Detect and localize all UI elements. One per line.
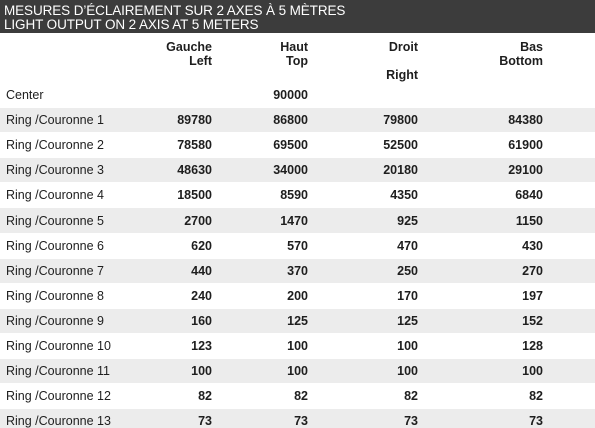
value-top: 100 [212,333,308,358]
title-english: LIGHT OUTPUT ON 2 AXIS AT 5 METERS [4,16,259,32]
header-label-cell [0,33,160,83]
table-body [0,33,595,428]
header-bottom [418,33,543,83]
row-label: Ring /Couronne 5 [0,208,160,233]
row-spacer [543,283,595,308]
header-right-fr: Droit [388,40,418,54]
value-top: 34000 [212,158,308,183]
value-bottom: 1150 [418,208,543,233]
value-right: 82 [308,384,418,409]
row-label: Ring /Couronne 10 [0,333,160,358]
header-top [212,33,308,83]
row-label: Ring /Couronne 9 [0,308,160,333]
value-left: 82 [160,384,212,409]
row-spacer [543,208,595,233]
value-left: 160 [160,308,212,333]
value-bottom: 152 [418,308,543,333]
header-left [160,33,212,83]
table-row [0,333,595,358]
value-right: 170 [308,283,418,308]
row-label: Ring /Couronne 7 [0,258,160,283]
row-label: Ring /Couronne 3 [0,158,160,183]
value-left: 18500 [160,183,212,208]
value-bottom: 6840 [418,183,543,208]
value-bottom: 82 [418,384,543,409]
value-right: 125 [308,308,418,333]
table-row [0,409,595,428]
table-row [0,183,595,208]
table-row [0,133,595,158]
value-right: 20180 [308,158,418,183]
header-right-en: Right [386,67,418,82]
row-label: Ring /Couronne 1 [0,108,160,133]
table-header-row [0,33,595,83]
row-spacer [543,108,595,133]
row-spacer [543,183,595,208]
header-right [308,33,418,83]
header-top-en: Top [286,53,308,68]
table-row [0,158,595,183]
value-right [308,83,418,108]
value-top: 125 [212,308,308,333]
row-spacer [543,258,595,283]
value-bottom: 270 [418,258,543,283]
table-row [0,359,595,384]
value-bottom: 430 [418,233,543,258]
value-bottom: 197 [418,283,543,308]
row-label: Ring /Couronne 8 [0,283,160,308]
table-row [0,208,595,233]
value-right: 73 [308,409,418,428]
row-spacer [543,158,595,183]
header-bottom-en: Bottom [499,53,543,68]
value-top: 200 [212,283,308,308]
value-bottom [418,83,543,108]
value-left: 73 [160,409,212,428]
value-left: 89780 [160,108,212,133]
header-left-en: Left [189,53,212,68]
value-left: 620 [160,233,212,258]
table-row [0,233,595,258]
value-left: 78580 [160,133,212,158]
row-spacer [543,83,595,108]
row-spacer [543,333,595,358]
title-french: MESURES D’ÉCLAIREMENT SUR 2 AXES À 5 MÈTRES [4,3,346,18]
value-top: 1470 [212,208,308,233]
value-right: 470 [308,233,418,258]
value-right: 4350 [308,183,418,208]
table-row [0,308,595,333]
table-row [0,108,595,133]
row-spacer [543,133,595,158]
row-label: Ring /Couronne 13 [0,409,160,428]
value-left: 48630 [160,158,212,183]
value-left: 240 [160,283,212,308]
value-left [160,83,212,108]
value-bottom: 128 [418,333,543,358]
value-top: 69500 [212,133,308,158]
table-row [0,83,595,108]
header-bottom-fr: Bas [520,40,543,54]
header-spacer [543,33,595,83]
light-output-table [0,33,595,428]
value-right: 79800 [308,108,418,133]
value-left: 100 [160,359,212,384]
value-top: 82 [212,384,308,409]
table-row [0,258,595,283]
value-top: 8590 [212,183,308,208]
title-banner [0,0,595,33]
header-top-fr: Haut [280,40,308,54]
value-top: 100 [212,359,308,384]
row-spacer [543,233,595,258]
row-spacer [543,359,595,384]
row-spacer [543,384,595,409]
value-bottom: 29100 [418,158,543,183]
row-label: Ring /Couronne 6 [0,233,160,258]
value-left: 440 [160,258,212,283]
value-top: 570 [212,233,308,258]
value-bottom: 84380 [418,108,543,133]
row-label: Center [0,83,160,108]
row-label: Ring /Couronne 4 [0,183,160,208]
value-top: 86800 [212,108,308,133]
header-left-fr: Gauche [166,40,212,54]
value-right: 100 [308,333,418,358]
row-label: Ring /Couronne 12 [0,384,160,409]
row-label: Ring /Couronne 11 [0,359,160,384]
value-left: 2700 [160,208,212,233]
row-spacer [543,409,595,428]
row-label: Ring /Couronne 2 [0,133,160,158]
value-right: 100 [308,359,418,384]
value-top: 73 [212,409,308,428]
table-row [0,384,595,409]
value-top: 370 [212,258,308,283]
value-bottom: 100 [418,359,543,384]
value-right: 250 [308,258,418,283]
value-bottom: 73 [418,409,543,428]
value-right: 52500 [308,133,418,158]
value-bottom: 61900 [418,133,543,158]
value-right: 925 [308,208,418,233]
table-row [0,283,595,308]
value-left: 123 [160,333,212,358]
row-spacer [543,308,595,333]
value-top: 90000 [212,83,308,108]
